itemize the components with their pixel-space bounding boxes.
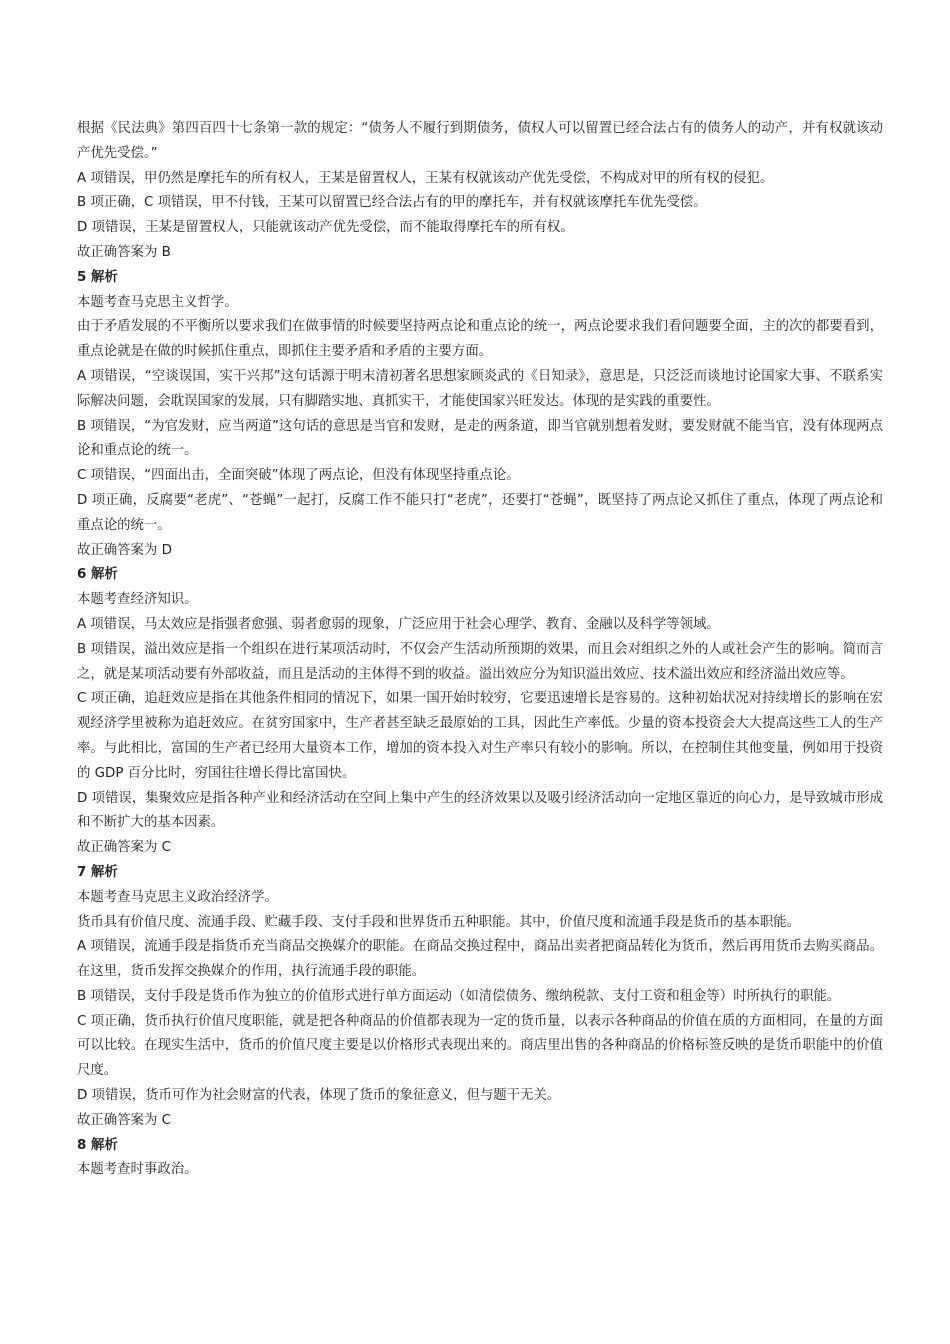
paragraph: 本题考查经济知识。 xyxy=(77,592,198,608)
answer-line: 故正确答案为 B xyxy=(77,244,171,260)
paragraph: 本题考查马克思主义哲学。 xyxy=(77,294,238,310)
paragraph: 货币具有价值尺度、流通手段、贮藏手段、支付手段和世界货币五种职能。其中，价值尺度和流通手段是货币的基本职能。 xyxy=(77,914,801,930)
paragraph: A 项错误，甲仍然是摩托车的所有权人，王某是留置权人，王某有权就该动产优先受偿，不构成对甲的所有权的侵犯。 xyxy=(77,170,774,186)
answer-line: 故正确答案为 D xyxy=(77,542,172,558)
paragraph: A 项错误，“空谈误国，实干兴邦”这句话源于明末清初著名思想家顾炎武的《日知录》，意思是，只泛泛而谈地讨论国家大事、不联系实际解决问题，会耽误国家的发展，只有脚踏实地、真抓实干，才能使国家兴旺发达。体现的是实践的重要性。 xyxy=(77,368,883,409)
paragraph: 本题考查马克思主义政治经济学。 xyxy=(77,889,278,905)
paragraph: B 项错误，“为官发财，应当两道”这句话的意思是当官和发财，是走的两条道，即当官就别想着发财，要发财就不能当官，没有体现两点论和重点论的统一。 xyxy=(77,418,883,459)
paragraph: 由于矛盾发展的不平衡所以要求我们在做事情的时候要坚持两点论和重点论的统一，两点论要求我们看问题要全面，主的次的都要看到，重点论就是在做的时候抓住重点，即抓住主要矛盾和矛盾的主要方面。 xyxy=(77,319,883,360)
paragraph: A 项错误，流通手段是指货币充当商品交换媒介的职能。在商品交换过程中，商品出卖者把商品转化为货币，然后再用货币去购买商品。在这里，货币发挥交换媒介的作用，执行流通手段的职能。 xyxy=(77,939,883,980)
section-heading: 7 解析 xyxy=(77,864,118,880)
paragraph: A 项错误，马太效应是指强者愈强、弱者愈弱的现象，广泛应用于社会心理学、教育、金融以及科学等领域。 xyxy=(77,616,720,632)
answer-line: 故正确答案为 C xyxy=(77,1112,171,1128)
section-heading: 8 解析 xyxy=(77,1137,118,1153)
section-heading: 5 解析 xyxy=(77,269,118,285)
paragraph: D 项错误，集聚效应是指各种产业和经济活动在空间上集中产生的经济效果以及吸引经济活动向一定地区靠近的向心力，是导致城市形成和不断扩大的基本因素。 xyxy=(77,790,883,831)
paragraph: C 项正确，追赶效应是指在其他条件相同的情况下，如果一国开始时较穷，它要迅速增长是容易的。这种初始状况对持续增长的影响在宏观经济学里被称为追赶效应。在贫穷国家中，生产者甚至缺乏最原始的工具，因此生产率低。少量的资本投资会大大提高这些工人的生产率。与此相比，富国的生产者已经用大量资本工作，增加的资本投入对生产率只有较小的影响。所以，在控制住其他变量，例如用于投资的 GDP 百分比时，穷国往往增长得比富国快。 xyxy=(77,691,883,781)
paragraph: D 项正确，反腐要“老虎”、“苍蝇”一起打，反腐工作不能只打“老虎”，还要打“苍蝇”，既坚持了两点论又抓住了重点，体现了两点论和重点论的统一。 xyxy=(77,492,883,533)
paragraph: B 项错误，溢出效应是指一个组织在进行某项活动时，不仅会产生活动所预期的效果，而且会对组织之外的人或社会产生的影响。简而言之，就是某项活动要有外部收益，而且是活动的主体得不到的收益。溢出效应分为知识溢出效应、技术溢出效应和经济溢出效应等。 xyxy=(77,641,883,682)
paragraph: 本题考查时事政治。 xyxy=(77,1162,198,1178)
paragraph: D 项错误，货币可作为社会财富的代表，体现了货币的象征意义，但与题干无关。 xyxy=(77,1088,561,1104)
answer-line: 故正确答案为 C xyxy=(77,840,171,856)
paragraph: C 项正确，货币执行价值尺度职能，就是把各种商品的价值都表现为一定的货币量，以表示各种商品的价值在质的方面相同，在量的方面可以比较。在现实生活中，货币的价值尺度主要是以价格形式表现出来的。商店里出售的各种商品的价格标签反映的是货币职能中的价值尺度。 xyxy=(77,1013,883,1079)
paragraph: 根据《民法典》第四百四十七条第一款的规定：“债务人不履行到期债务，债权人可以留置已经合法占有的债务人的动产，并有权就该动产优先受偿。” xyxy=(77,121,883,161)
paragraph: D 项错误，王某是留置权人，只能就该动产优先受偿，而不能取得摩托车的所有权。 xyxy=(77,220,574,236)
paragraph: B 项正确，C 项错误，甲不付钱，王某可以留置已经合法占有的甲的摩托车，并有权就该摩托车优先受偿。 xyxy=(77,195,707,211)
document-page xyxy=(77,117,883,1183)
paragraph: B 项错误，支付手段是货币作为独立的价值形式进行单方面运动（如清偿债务、缴纳税款、支付工资和租金等）时所执行的职能。 xyxy=(77,988,841,1004)
section-heading: 6 解析 xyxy=(77,567,118,583)
paragraph: C 项错误，“四面出击，全面突破”体现了两点论，但没有体现坚持重点论。 xyxy=(77,468,520,484)
